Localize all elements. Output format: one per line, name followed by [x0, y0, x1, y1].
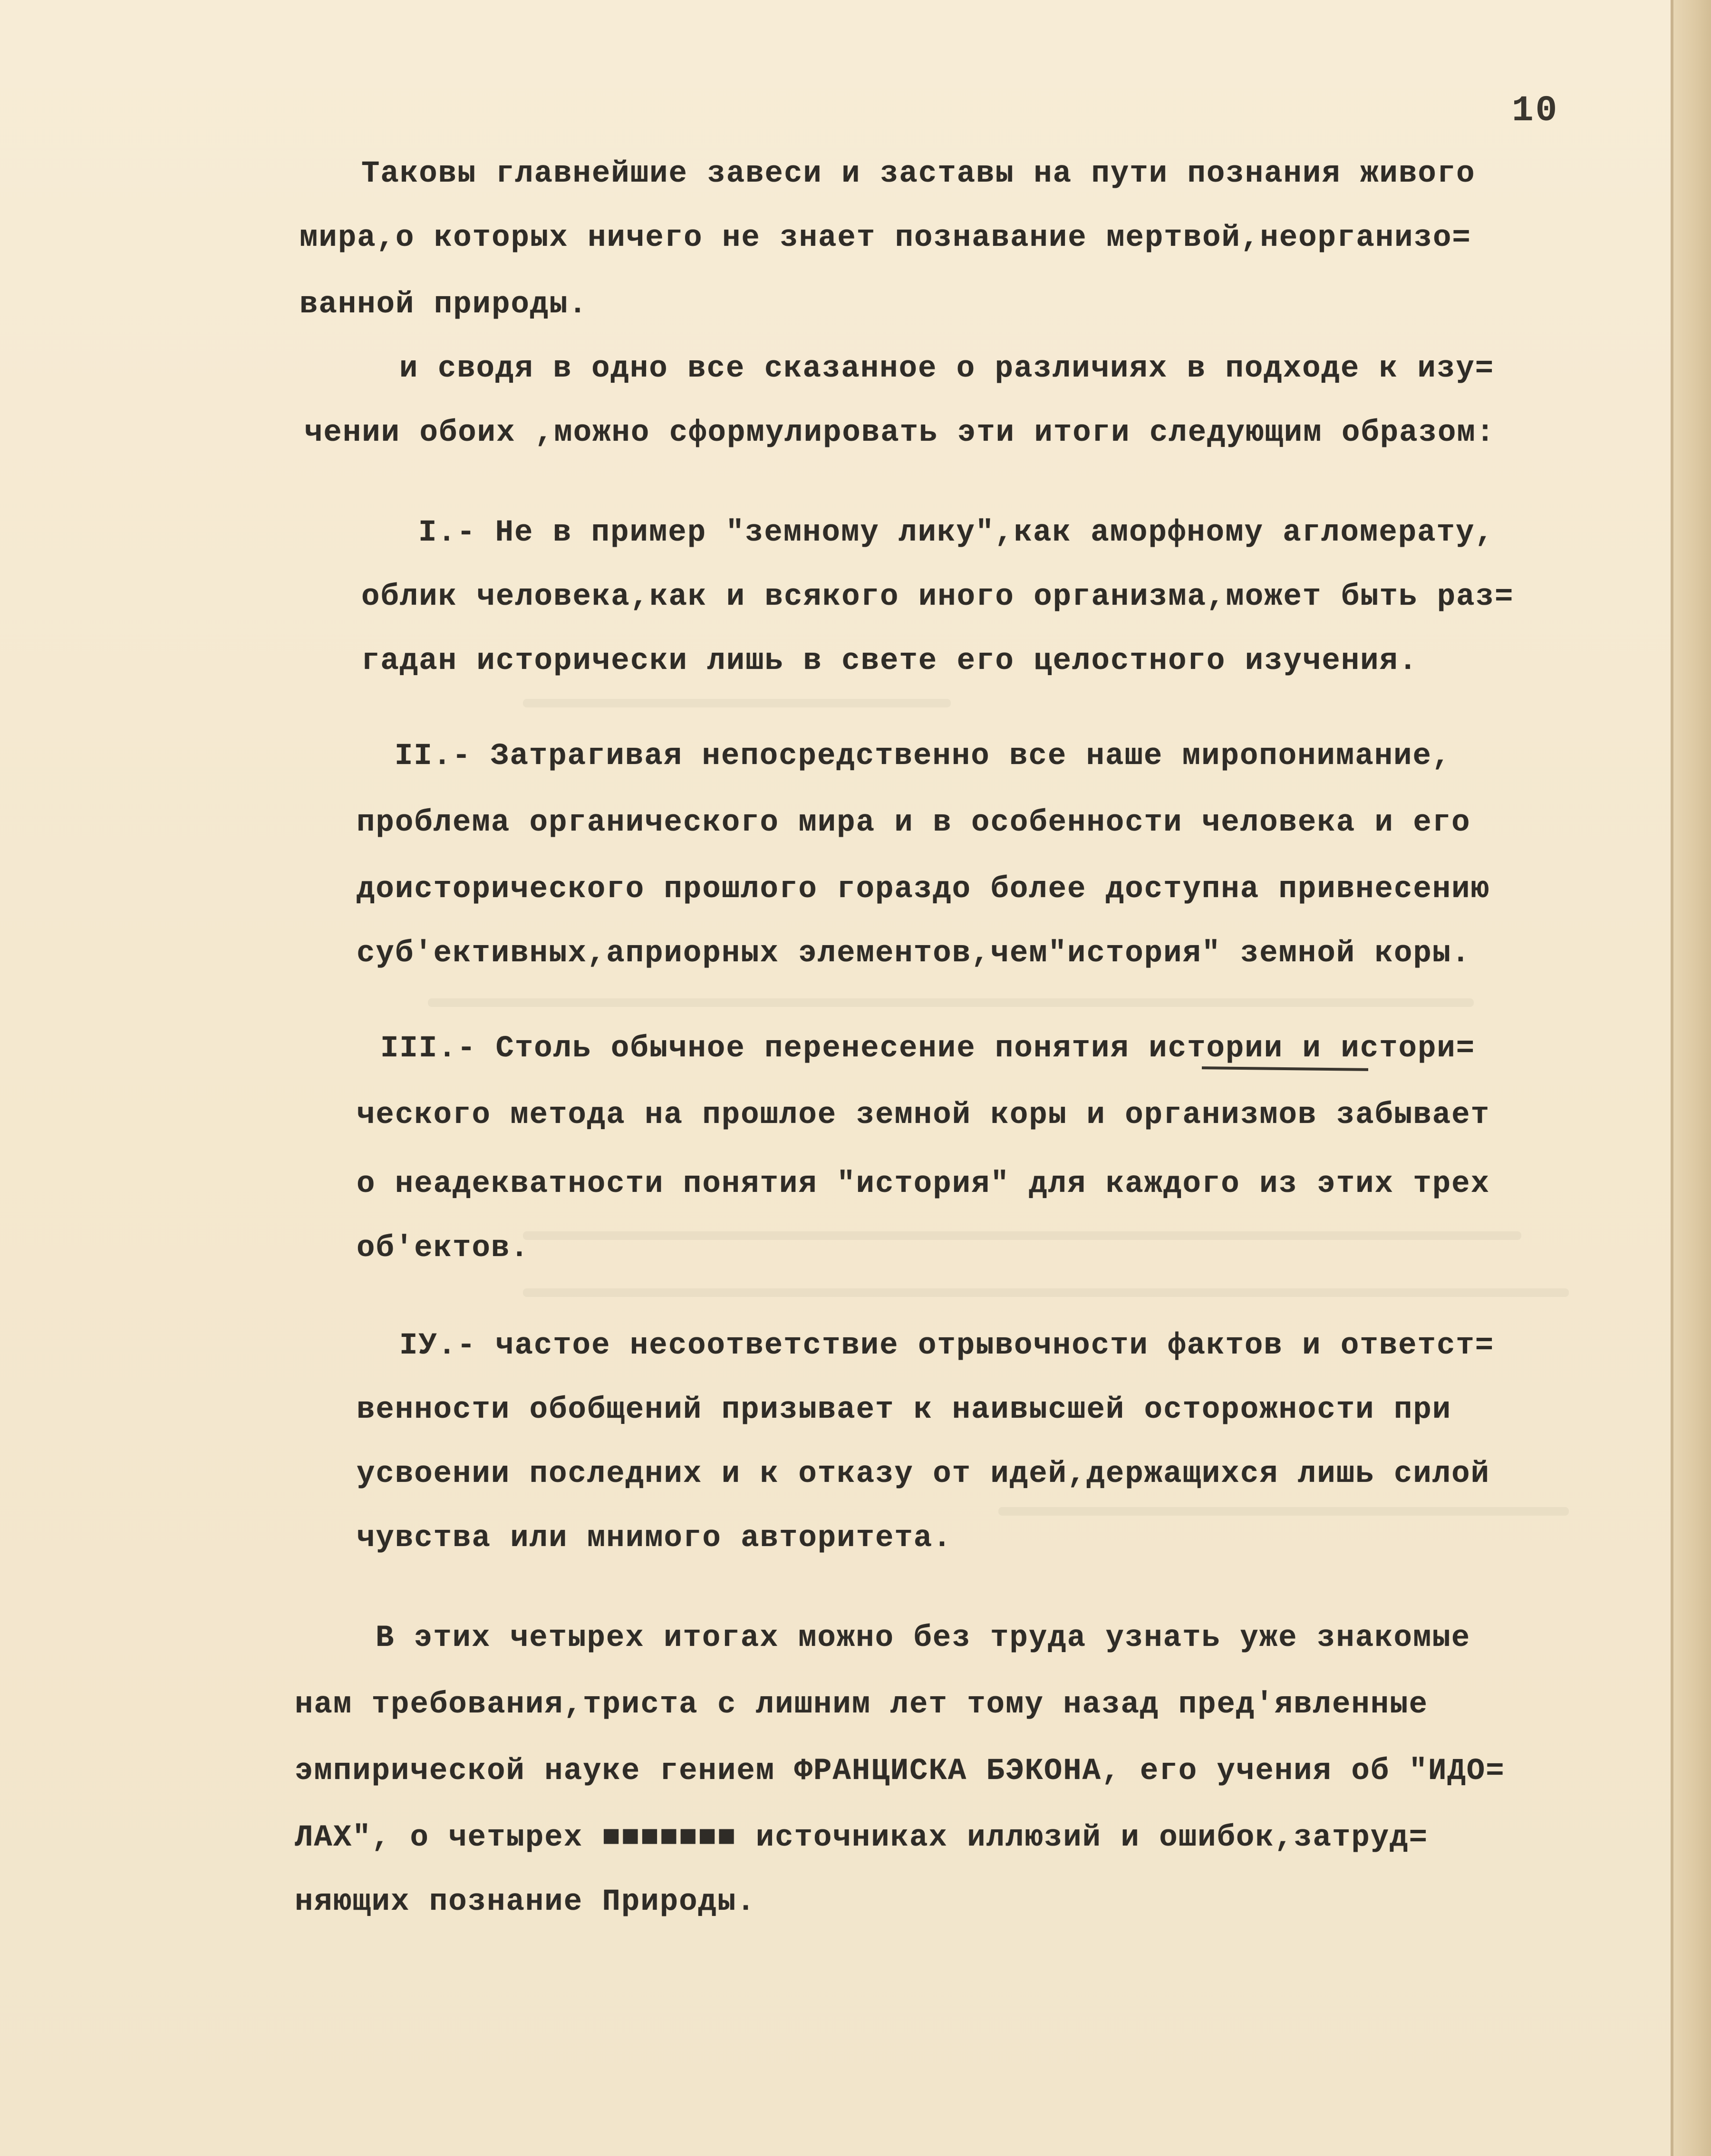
bleed-through	[523, 1231, 1521, 1240]
underline-mark	[1202, 1066, 1368, 1071]
bleed-through	[523, 1288, 1569, 1297]
bleed-through	[428, 998, 1474, 1007]
text-line: нам требования,триста с лишним лет тому назад пред'явленные	[295, 1688, 1428, 1722]
text-line: суб'ективных,априорных элементов,чем"история" земной коры.	[357, 937, 1471, 971]
text-line: чувства или мнимого авторитета.	[357, 1521, 952, 1556]
text-line: венности обобщений призывает к наивысшей осторожности при	[357, 1393, 1452, 1427]
page-edge	[1673, 0, 1711, 2156]
text-line: гадан исторически лишь в свете его целостного изучения.	[361, 644, 1418, 678]
text-line: няющих познание Природы.	[295, 1885, 756, 1919]
text-line: и сводя в одно все сказанное о различиях в подходе к изу=	[399, 352, 1495, 386]
text-line: ЛАХ", о четырех ■■■■■■■ источниках иллюзий и ошибок,затруд=	[295, 1821, 1428, 1855]
text-line: IУ.- частое несоответствие отрывочности фактов и ответст=	[399, 1329, 1495, 1363]
text-line: доисторического прошлого гораздо более доступна привнесению	[357, 872, 1490, 907]
text-line: ческого метода на прошлое земной коры и организмов забывает	[357, 1098, 1490, 1132]
text-line: II.- Затрагивая непосредственно все наше миропонимание,	[395, 739, 1451, 773]
text-line: I.- Не в пример "земному лику",как аморфному агломерату,	[418, 516, 1494, 550]
text-line: усвоении последних и к отказу от идей,держащихся лишь силой	[357, 1457, 1490, 1491]
text-line: чении обоих ,можно сформулировать эти итоги следующим образом:	[304, 416, 1496, 450]
text-line: проблема органического мира и в особенности человека и его	[357, 806, 1471, 840]
text-line: облик человека,как и всякого иного организма,может быть раз=	[361, 580, 1514, 614]
text-line: III.- Столь обычное перенесение понятия истории и истори=	[380, 1032, 1476, 1066]
bleed-through	[523, 699, 951, 707]
text-line: Таковы главнейшие завеси и заставы на пути познания живого	[361, 157, 1476, 191]
text-line: В этих четырех итогах можно без труда узнать уже знакомые	[376, 1621, 1471, 1655]
text-line: мира,о которых ничего не знает познавание мертвой,неорганизо=	[300, 221, 1471, 255]
text-line: эмпирической науке гением ФРАНЦИСКА БЭКОНА, его учения об "ИДО=	[295, 1754, 1505, 1789]
text-line: об'ектов.	[357, 1231, 530, 1266]
bleed-through	[998, 1507, 1569, 1516]
text-line: ванной природы.	[300, 288, 588, 322]
page-number: 10	[1512, 90, 1559, 131]
text-line: о неадекватности понятия "история" для каждого из этих трех	[357, 1167, 1490, 1201]
